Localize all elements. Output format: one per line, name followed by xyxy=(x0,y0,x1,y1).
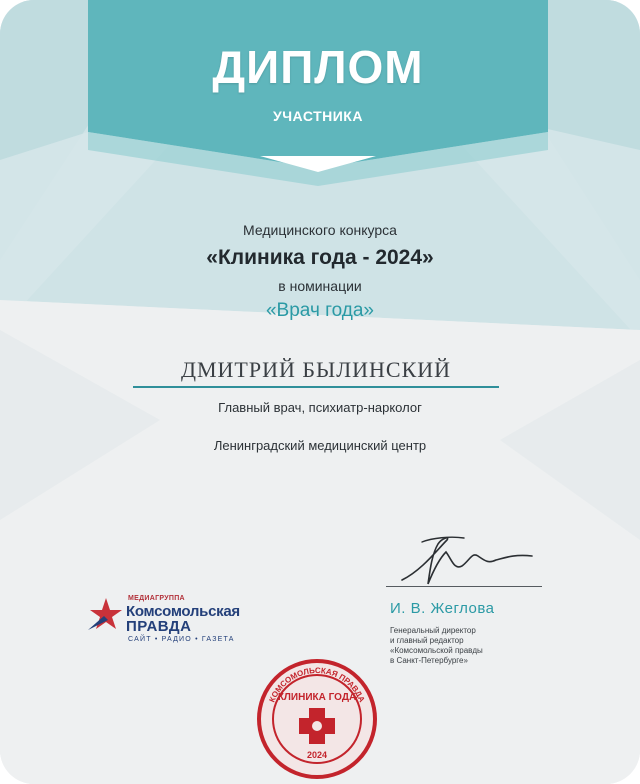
signer-title xyxy=(390,626,540,666)
name-underline xyxy=(133,386,499,388)
seal-title: КЛИНИКА ГОДА xyxy=(277,692,357,703)
komsomolskaya-pravda-logo xyxy=(88,590,278,650)
signer-name: И. В. Жеглова xyxy=(390,600,495,617)
signer-title-line: Генеральный директор xyxy=(390,626,476,635)
logo-tagline: САЙТ • РАДИО • ГАЗЕТА xyxy=(128,636,235,643)
logo-group-label: МЕДИАГРУППА xyxy=(128,595,185,602)
recipient-name: ДМИТРИЙ БЫЛИНСКИЙ xyxy=(180,357,452,382)
signer-title-line: «Комсомольской правды xyxy=(390,646,483,655)
logo-name-line1: Комсомольская xyxy=(126,603,240,620)
recipient-position: Главный врач, психиатр-нарколог xyxy=(218,400,422,415)
signer-title-line: в Санкт-Петербурге» xyxy=(390,656,468,665)
seal-year: 2024 xyxy=(306,750,328,760)
logo-name-line2: ПРАВДА xyxy=(126,618,192,635)
diploma-subtitle: УЧАСТНИКА xyxy=(273,108,363,124)
seal-ring-text: КОМСОМОЛЬСКАЯ ПРАВДА xyxy=(267,665,367,704)
clinic-of-the-year-seal xyxy=(256,658,378,780)
star-arrow-icon xyxy=(88,596,124,632)
nomination-name: «Врач года» xyxy=(265,300,375,321)
recipient-organization: Ленинградский медицинский центр xyxy=(213,438,427,453)
contest-name: «Клиника года - 2024» xyxy=(206,246,434,269)
signer-title-line: и главный редактор xyxy=(390,636,464,645)
handwritten-signature xyxy=(392,530,542,590)
signature-line xyxy=(386,586,542,587)
nomination-label: в номинации xyxy=(278,278,362,294)
diploma-title: ДИПЛОМ xyxy=(212,41,424,93)
contest-label: Медицинского конкурса xyxy=(243,222,397,238)
